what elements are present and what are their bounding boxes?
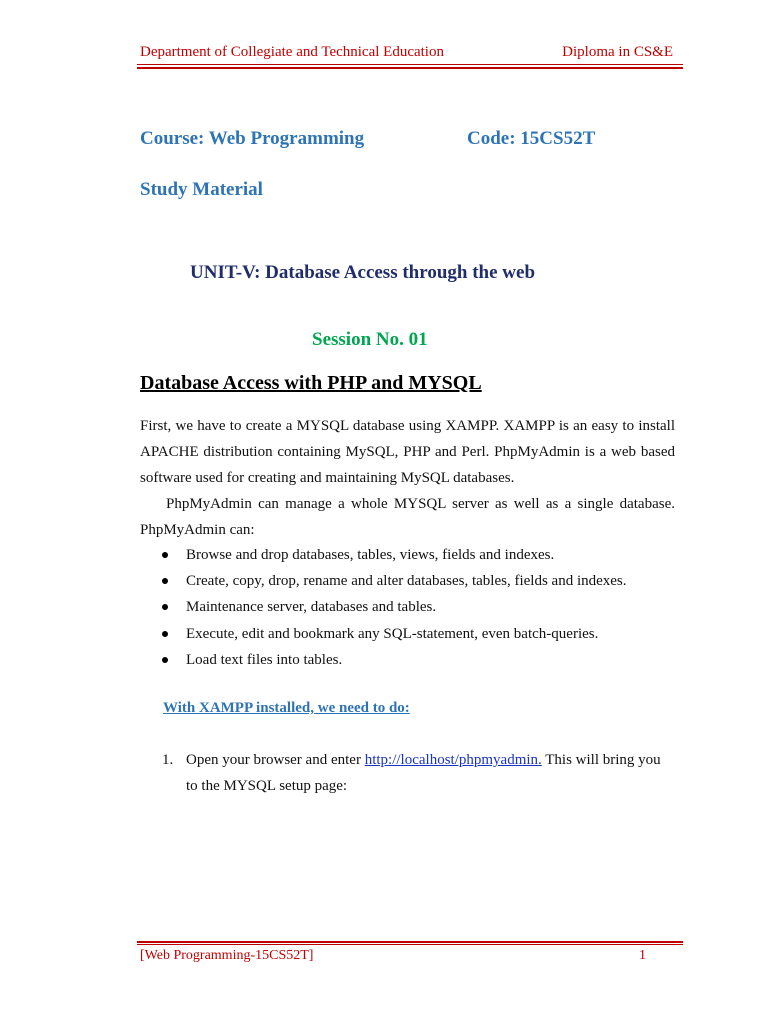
list-item-text: Execute, edit and bookmark any SQL-statement, even batch-queries. [186,625,599,642]
list-item [140,647,680,673]
step-item [140,747,676,799]
footer-course: [Web Programming-15CS52T] [140,948,314,963]
bullet-icon [162,657,168,663]
bullet-icon [162,604,168,610]
study-material-heading: Study Material [140,179,263,200]
session-heading [0,329,768,351]
step-text [186,747,676,799]
session-label: Session No. 01 [312,329,428,350]
course-name: Course: Web Programming [140,128,365,149]
list-item-text: Create, copy, drop, rename and alter databases, tables, fields and indexes. [186,573,627,590]
header-rule-thin [137,64,683,65]
list-item [140,594,680,620]
list-item-text: Browse and drop databases, tables, views, fields and indexes. [186,547,555,563]
phpmyadmin-link[interactable]: http://localhost/phpmyadmin. [364,752,542,768]
course-code: Code: 15CS52T [467,128,596,149]
footer-rule-thick [137,941,683,943]
footer-rule-thin [137,944,683,945]
xampp-subheading: With XAMPP installed, we need to do: [163,700,410,716]
header-department: Department of Collegiate and Technical Education [140,44,444,60]
unit-title: UNIT-V: Database Access through the web [190,262,536,283]
list-item [140,621,680,647]
step-text-after: This will bring you to the MYSQL setup page: [186,752,661,794]
intro-paragraph: First, we have to create a MYSQL database using XAMPP. XAMPP is an easy to install APACHE distribution containing MySQL, PHP and Perl. PhpMyAdmin is a web based software used for creating and maintaining MySQL databases. [140,418,675,486]
bullet-icon [162,631,168,637]
list-item-text: Maintenance server, databases and tables. [186,599,437,616]
bullet-icon [162,578,168,584]
header-diploma: Diploma in CS&E [562,44,673,60]
list-item-text: Load text files into tables. [186,651,343,668]
step-text-before: Open your browser and enter [186,752,365,768]
bullet-icon [162,552,168,558]
header-rule-thick [137,67,683,69]
list-item [140,568,680,594]
section-title: Database Access with PHP and MYSQL [140,372,482,394]
phpmyadmin-paragraph: PhpMyAdmin can manage a whole MYSQL server as well as a single database. PhpMyAdmin can: [140,496,675,538]
step-number: 1. [162,752,174,768]
list-item [140,542,680,568]
capabilities-list [140,542,680,673]
page-number: 1 [639,948,646,963]
